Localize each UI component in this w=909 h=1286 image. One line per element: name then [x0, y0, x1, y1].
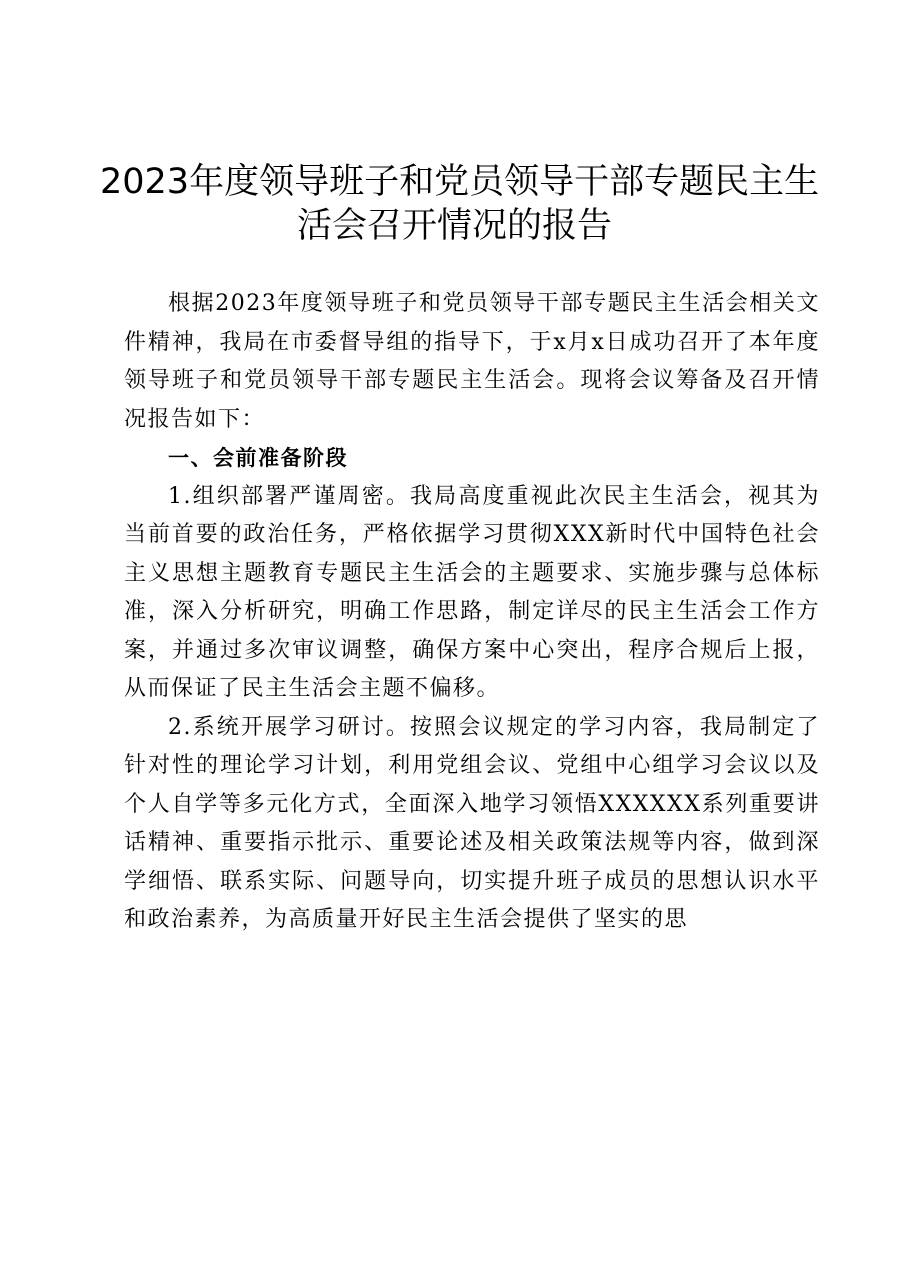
intro-paragraph: 根据2023年度领导班子和党员领导干部专题民主生活会相关文件精神，我局在市委督导组的指导下，于x月x日成功召开了本年度领导班子和党员领导干部专题民主生活会。现将会议筹备及召开情况报告如下： — [124, 291, 820, 432]
item-paragraph-2: 2.系统开展学习研讨。按照会议规定的学习内容，我局制定了针对性的理论学习计划，利用党组会议、党组中心组学习会议以及个人自学等多元化方式，全面深入地学习领悟XXXXXX系列重要讲话精神、重要指示批示、重要论述及相关政策法规等内容，做到深学细悟、联系实际、问题导向，切实提升班子成员的思想认识水平和政治素养，为高质量开好民主生活会提供了坚实的思 — [124, 714, 820, 932]
document-title — [100, 160, 820, 248]
item-paragraph-1: 1.组织部署严谨周密。我局高度重视此次民主生活会，视其为当前首要的政治任务，严格依据学习贯彻XXX新时代中国特色社会主义思想主题教育专题民主生活会的主题要求、实施步骤与总体标准，深入分析研究，明确工作思路，制定详尽的民主生活会工作方案，并通过多次审议调整，确保方案中心突出，程序合规后上报，从而保证了民主生活会主题不偏移。 — [124, 483, 820, 701]
title-line-2: 活会召开情况的报告 — [296, 206, 612, 246]
document-body — [124, 285, 820, 940]
section-heading: 一、会前准备阶段 — [168, 446, 348, 470]
title-line-1: 2023年度领导班子和党员领导干部专题民主生 — [100, 162, 820, 202]
